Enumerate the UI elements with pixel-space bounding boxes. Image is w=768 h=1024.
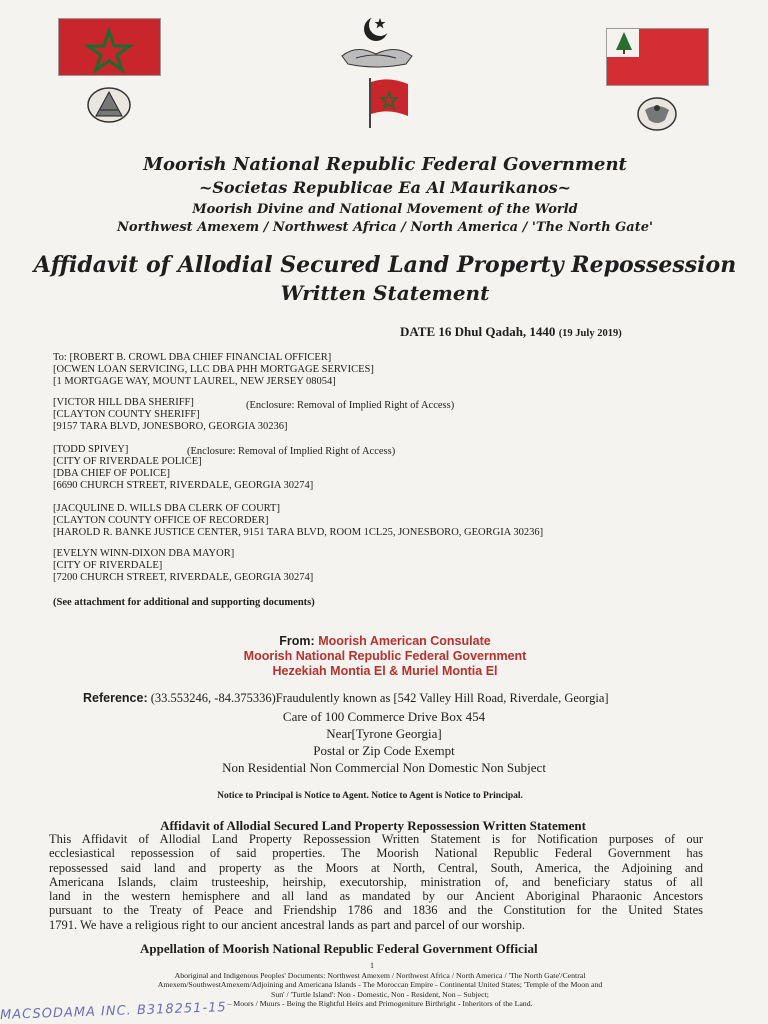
header-line-4: Northwest Amexem / Northwest Africa / North America / 'The North Gate' [117,220,653,235]
morocco-flag [58,18,161,76]
from-government: Moorish National Republic Federal Government [243,649,527,663]
date-gregorian: (19 July 2019) [558,328,622,339]
pyramid-seal-icon [86,86,132,124]
body-line: land in the western hemisphere and all land as mandated by our Ancient Aboriginal Pharaonic Ancestors [49,889,703,904]
recipient-line: [CLAYTON COUNTY SHERIFF] [53,409,200,420]
eagle-seal-icon [636,96,678,132]
document-title: Affidavit of Allodial Secured Land Property Repossession [33,252,737,278]
body-line: repossessed said land and property as the Moors at North, Central, South, America, the Adjoining and [49,860,703,875]
body-line: Americana Islands, claim trusteeship, heirship, executorship, ministration of, and beneficiary status of all [49,874,703,889]
reference-status: Non Residential Non Commercial Non Domestic Non Subject [222,760,546,775]
recipient-line: [HAROLD R. BANKE JUSTICE CENTER, 9151 TARA BLVD, ROOM 1CL25, JONESBORO, GEORGIA 30236] [53,527,544,538]
recipient-line: [VICTOR HILL DBA SHERIFF] [53,397,194,408]
reference-near: Near[Tyrone Georgia] [326,726,442,741]
recipient-line: [OCWEN LOAN SERVICING, LLC DBA PHH MORTGAGE SERVICES] [53,364,374,375]
recipient-line: [EVELYN WINN-DIXON DBA MAYOR] [53,548,235,559]
recipient-block [53,548,313,584]
notice-line: Notice to Principal is Notice to Agent. Notice to Agent is Notice to Principal. [217,791,523,801]
footer-line: Sun' / 'Turtle Island': Non - Domestic, Non - Resident, Non – Subject; [271,989,489,999]
recipient-line: [CITY OF RIVERDALE] [53,560,163,571]
header-line-3: Moorish Divine and National Movement of the World [192,202,578,217]
morocco-flag-waving [358,74,414,130]
recipient-line: To: [ROBERT B. CROWL DBA CHIEF FINANCIAL OFFICER] [53,352,332,363]
body-heading: Affidavit of Allodial Secured Land Property Repossession Written Statement [160,818,586,833]
body-line: pursuant to the Treaty of Peace and Friendship 1786 and 1836 and the Constitution for the United States [49,903,703,918]
reference-text: (33.553246, -84.375336)Fraudulently known as [542 Valley Hill Road, Riverdale, Georgia] [150,691,609,705]
reference-label: Reference: [83,691,148,705]
footer-line: – Moors / Muurs - Being the Rightful Heirs and Primogeniture Birthright - Inheritors of the Land. [227,998,533,1008]
date-label: DATE 16 Dhul Qadah, 1440 [400,324,556,339]
body-line: 1791. We have a religious right to our ancient ancestral lands as part and parcel of our worship. [49,917,526,932]
reference-details [134,708,634,776]
recipient-line: [DBA CHIEF OF POLICE] [53,468,170,479]
footer-line: Aboriginal and Indigenous Peoples' Documents: Northwest Amexem / Northwest Africa / North America / 'The North Gate'/Central [174,971,586,980]
enclosure-note: (Enclosure: Removal of Implied Right of Access) [187,446,396,457]
header-line-1: Moorish National Republic Federal Government [143,154,627,175]
recipient-line: [CLAYTON COUNTY OFFICE OF RECORDER] [53,515,269,526]
document-subtitle: Written Statement [280,281,490,305]
reference-postal: Postal or Zip Code Exempt [313,743,455,758]
recipient-line: [TODD SPIVEY] [53,444,129,455]
body-line: This Affidavit of Allodial Land Property Repossession Written Statement is for Notification purposes of our [49,832,703,846]
recipient-block [53,352,374,388]
reference-care-of: Care of 100 Commerce Drive Box 454 [282,709,486,724]
from-line [160,634,610,649]
crescent-handshake-emblem [336,12,418,74]
from-block [160,634,610,679]
enclosure-note: (Enclosure: Removal of Implied Right of Access) [246,400,455,411]
from-label: From: [279,634,315,648]
appellation-heading: Appellation of Moorish National Republic Federal Government Official [140,941,538,956]
body-line: ecclesiastical repossession of said properties. The Moorish National Republic Federal Government has [49,846,703,861]
recipient-line: [CITY OF RIVERDALE POLICE] [53,456,202,467]
from-consulate: Moorish American Consulate [318,634,491,648]
header-line-2: ~Societas Republicae Ea Al Maurikanos~ [198,178,572,197]
recipient-line: [7200 CHURCH STREET, RIVERDALE, GEORGIA 30274] [53,572,314,583]
recipient-line: [1 MORTGAGE WAY, MOUNT LAUREL, NEW JERSEY 08054] [53,376,336,387]
body-paragraph [49,832,703,932]
handwritten-annotation: MACSODAMA INC. B318251-15 [0,1000,227,1023]
from-names: Hezekiah Montia El & Muriel Montia El [272,664,498,678]
recipient-line: [6690 CHURCH STREET, RIVERDALE, GEORGIA 30274] [53,480,314,491]
recipient-line: [9157 TARA BLVD, JONESBORO, GEORGIA 30236] [53,421,288,432]
recipient-block [53,503,543,539]
pine-tree-flag [606,28,709,86]
footer-line: Amexem/SouthwestAmexem/Adjoining and Americana Islands - The Moroccan Empire - Continental United States; 'Temple of the Moon and [157,980,603,990]
page-number: 1 [370,961,374,970]
date-line [400,324,622,340]
reference-line [83,691,609,706]
recipient-line: [JACQULINE D. WILLS DBA CLERK OF COURT] [53,503,280,514]
attachment-note: (See attachment for additional and supporting documents) [53,597,315,608]
